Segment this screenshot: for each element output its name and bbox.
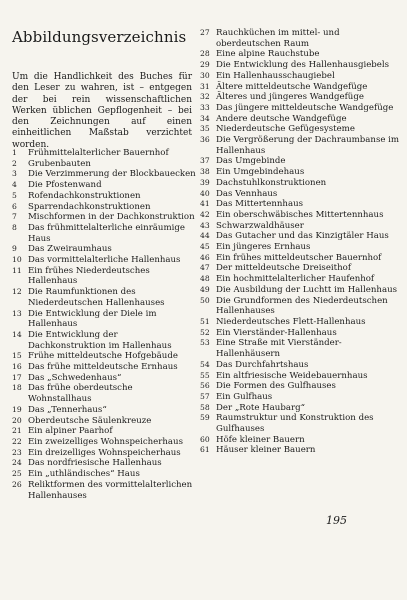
figure-entry	[12, 480, 196, 501]
figure-label: Ältere mitteldeutsche Wandgefüge	[216, 81, 368, 92]
figure-label: Ein Hallenhausschaugiebel	[216, 70, 335, 81]
figure-entry	[200, 263, 402, 274]
figure-entry	[12, 405, 196, 416]
figure-entry	[12, 351, 196, 362]
figure-number: 50	[200, 295, 210, 305]
figure-number: 30	[200, 70, 210, 80]
figure-entry	[12, 212, 196, 223]
figure-label: Oberdeutsche Säulenkreuze	[28, 415, 152, 426]
figure-number: 26	[12, 479, 22, 489]
figure-number: 39	[200, 177, 210, 187]
figure-number: 13	[12, 308, 22, 318]
figure-entry	[200, 392, 402, 403]
figure-number: 46	[200, 252, 210, 262]
figure-label: Das Gutacher und das Kinzigtäler Haus	[216, 231, 389, 242]
figure-number: 17	[12, 372, 22, 382]
figure-label: Höfe kleiner Bauern	[216, 434, 305, 445]
figure-entry	[200, 381, 402, 392]
figure-label: Raumstruktur und Konstruktion des Gulfhauses	[216, 413, 374, 435]
figure-entry	[12, 148, 196, 159]
figure-entry	[200, 231, 402, 242]
figure-label: Das vormittelalterliche Hallenhaus	[28, 255, 181, 266]
figure-entry	[12, 223, 196, 244]
figure-number: 45	[200, 242, 210, 252]
figure-label: Niederdeutsches Flett-Hallenhaus	[216, 316, 366, 327]
figure-entry	[200, 285, 402, 296]
figure-number: 44	[200, 231, 210, 241]
figure-number: 49	[200, 284, 210, 294]
figure-entry	[200, 445, 402, 456]
figure-entry	[200, 221, 402, 232]
figure-label: Das jüngere mitteldeutsche Wandgefüge	[216, 102, 394, 113]
figure-number: 3	[12, 169, 17, 179]
figure-label: Das frühe mitteldeutsche Ernhaus	[28, 362, 178, 373]
figure-label: Eine Straße mit Vierständer-Hallenhäusern	[216, 338, 342, 360]
figure-number: 57	[200, 391, 210, 401]
figure-entry	[12, 191, 196, 202]
figure-entry	[200, 156, 402, 167]
figure-number: 32	[200, 92, 210, 102]
figure-entry	[200, 124, 402, 135]
figure-entry	[12, 373, 196, 384]
figure-number: 7	[12, 212, 17, 222]
figure-label: Dachstuhlkonstruktionen	[216, 177, 327, 188]
figure-number: 33	[200, 102, 210, 112]
figure-label: Ein Vierständer-Hallenhaus	[216, 327, 337, 338]
figure-number: 48	[200, 274, 210, 284]
figure-label: Das Vennhaus	[216, 188, 278, 199]
figure-list-right	[200, 28, 402, 456]
figure-entry	[200, 178, 402, 189]
figure-number: 1	[12, 148, 17, 157]
figure-number: 25	[12, 469, 22, 479]
figure-number: 58	[200, 402, 210, 412]
figure-number: 18	[12, 383, 22, 393]
figure-label: Ein zweizelliges Wohnspeicherhaus	[28, 436, 183, 447]
figure-number: 52	[200, 327, 210, 337]
figure-label: Das „Tennerhaus“	[28, 404, 107, 415]
figure-label: Die Entwicklung der Dachkonstruktion im Hallenhaus	[28, 329, 172, 351]
figure-entry	[200, 317, 402, 328]
figure-entry	[200, 71, 402, 82]
figure-number: 53	[200, 338, 210, 348]
figure-label: Die Formen des Gulfhauses	[216, 381, 336, 392]
figure-entry	[12, 383, 196, 404]
figure-entry	[200, 189, 402, 200]
figure-entry	[200, 413, 402, 434]
figure-entry	[12, 202, 196, 213]
figure-number: 36	[200, 135, 210, 145]
figure-entry	[200, 82, 402, 93]
figure-number: 16	[12, 362, 22, 372]
figure-entry	[12, 330, 196, 351]
figure-entry	[200, 360, 402, 371]
figure-label: Mischformen in der Dachkonstruktion	[28, 212, 195, 223]
figure-entry	[200, 28, 402, 49]
figure-label: Das nordfriesische Hallenhaus	[28, 458, 162, 469]
figure-label: Häuser kleiner Bauern	[216, 445, 316, 456]
figure-label: Schwarzwaldhäuser	[216, 220, 304, 231]
page-number: 195	[326, 514, 347, 527]
figure-label: Ein alpiner Paarhof	[28, 426, 113, 437]
figure-label: Rauchküchen im mittel- und oberdeutschen Raum	[216, 28, 340, 49]
figure-entry	[12, 244, 196, 255]
figure-number: 43	[200, 220, 210, 230]
figure-number: 35	[200, 124, 210, 134]
figure-entry	[200, 167, 402, 178]
figure-label: Ein frühes Niederdeutsches Hallenhaus	[28, 265, 150, 287]
figure-entry	[200, 296, 402, 317]
figure-label: Das frühmittelalterliche einräumige Haus	[28, 222, 185, 244]
figure-number: 41	[200, 199, 210, 209]
figure-number: 10	[12, 255, 22, 265]
figure-label: Das Durchfahrtshaus	[216, 359, 309, 370]
figure-entry	[200, 253, 402, 264]
figure-entry	[200, 338, 402, 359]
figure-entry	[200, 103, 402, 114]
figure-entry	[12, 287, 196, 308]
figure-number: 11	[12, 265, 22, 275]
figure-label: Ein jüngeres Ernhaus	[216, 242, 311, 253]
figure-number: 34	[200, 113, 210, 123]
figure-entry	[200, 371, 402, 382]
figure-label: Das Zweiraumhaus	[28, 244, 112, 255]
figure-label: Niederdeutsche Gefügesysteme	[216, 124, 355, 135]
figure-entry	[200, 210, 402, 221]
figure-number: 23	[12, 447, 22, 457]
figure-label: Frühe mitteldeutsche Hofgebäude	[28, 351, 178, 362]
figure-label: Eine alpine Rauchstube	[216, 49, 320, 60]
figure-number: 9	[12, 244, 17, 254]
figure-entry	[12, 266, 196, 287]
figure-entry	[200, 60, 402, 71]
figure-label: Das frühe oberdeutsche Wohnstallhaus	[28, 383, 133, 405]
figure-label: Andere deutsche Wandgefüge	[216, 113, 347, 124]
figure-entry	[12, 255, 196, 266]
figure-number: 51	[200, 316, 210, 326]
figure-label: Ein frühes mitteldeutscher Bauernhof	[216, 252, 382, 263]
figure-entry	[200, 274, 402, 285]
figure-label: Sparrendachkonstruktionen	[28, 201, 151, 212]
figure-label: Das Mittertennhaus	[216, 199, 304, 210]
figure-number: 61	[200, 445, 210, 455]
figure-number: 15	[12, 351, 22, 361]
figure-entry	[200, 242, 402, 253]
figure-entry	[12, 448, 196, 459]
figure-label: Die Entwicklung des Hallenhausgiebels	[216, 60, 390, 71]
figure-label: Ein Umgebindehaus	[216, 167, 305, 178]
figure-label: Die Vergrößerung der Dachraumbanse im Hallenhaus	[216, 135, 400, 156]
figure-label: Der „Rote Haubarg“	[216, 402, 305, 413]
figure-entry	[12, 437, 196, 448]
figure-label: Der mitteldeutsche Dreiseithof	[216, 263, 352, 274]
figure-label: Ein altfriesische Weidebauernhaus	[216, 370, 368, 381]
figure-number: 20	[12, 415, 22, 425]
figure-number: 40	[200, 188, 210, 198]
figure-number: 29	[200, 60, 210, 70]
figure-label: Ein Gulfhaus	[216, 391, 273, 402]
figure-label: Ein oberschwäbisches Mittertennhaus	[216, 209, 384, 220]
figure-label: Ein hochmittelalterlicher Haufenhof	[216, 274, 375, 285]
figure-number: 60	[200, 434, 210, 444]
figure-number: 2	[12, 158, 17, 168]
figure-label: Das Umgebinde	[216, 156, 286, 167]
figure-label: Die Ausbildung der Luchtt im Hallenhaus	[216, 284, 398, 295]
figure-number: 27	[200, 28, 210, 37]
figure-entry	[12, 362, 196, 373]
figure-entry	[12, 469, 196, 480]
figure-entry	[200, 92, 402, 103]
figure-number: 6	[12, 201, 17, 211]
figure-number: 31	[200, 81, 210, 91]
figure-entry	[12, 169, 196, 180]
figure-label: Die Pfostenwand	[28, 180, 102, 191]
figure-number: 4	[12, 180, 17, 190]
figure-label: Die Grundformen des Niederdeutschen Hallenhauses	[216, 295, 388, 317]
figure-number: 38	[200, 167, 210, 177]
figure-label: Die Entwicklung der Diele im Hallenhaus	[28, 308, 157, 330]
figure-number: 54	[200, 359, 210, 369]
figure-label: Die Verzimmerung der Blockbauecken	[28, 169, 196, 180]
figure-entry	[200, 435, 402, 446]
figure-number: 5	[12, 190, 17, 200]
figure-entry	[200, 135, 402, 156]
figure-list-left	[12, 148, 196, 501]
figure-label: Das „Schwedenhaus“	[28, 372, 122, 383]
figure-entry	[12, 309, 196, 330]
figure-label: Die Raumfunktionen des Niederdeutschen Hallenhauses	[28, 287, 165, 308]
figure-number: 22	[12, 436, 22, 446]
figure-entry	[200, 49, 402, 60]
figure-entry	[12, 180, 196, 191]
figure-number: 37	[200, 156, 210, 166]
figure-number: 8	[12, 222, 17, 232]
page-title: Abbildungsverzeichnis	[12, 28, 187, 46]
figure-entry	[12, 458, 196, 469]
figure-number: 55	[200, 370, 210, 380]
figure-number: 56	[200, 381, 210, 391]
figure-label: Ein dreizelliges Wohnspeicherhaus	[28, 447, 181, 458]
figure-label: Ein „uthländisches“ Haus	[28, 469, 140, 480]
figure-label: Frühmittelalterlicher Bauernhof	[28, 148, 169, 158]
figure-number: 14	[12, 329, 22, 339]
figure-label: Rofendachkonstruktionen	[28, 190, 141, 201]
figure-number: 47	[200, 263, 210, 273]
figure-number: 12	[12, 287, 22, 297]
figure-entry	[12, 426, 196, 437]
figure-number: 42	[200, 209, 210, 219]
figure-entry	[12, 416, 196, 427]
figure-number: 59	[200, 413, 210, 423]
intro-paragraph: Um die Handlichkeit des Buches für den Leser zu wahren, ist – entgegen der bei rein wissenschaftlichen Werken üblichen Gepflogenheit – bei den Zeichnungen auf einen einheitlichen Maßstab verzichtet worden.	[12, 72, 192, 150]
figure-label: Reliktformen des vormittelalterlichen Hallenhauses	[28, 479, 193, 501]
figure-entry	[200, 403, 402, 414]
figure-entry	[200, 199, 402, 210]
figure-number: 19	[12, 404, 22, 414]
figure-number: 24	[12, 458, 22, 468]
figure-entry	[200, 114, 402, 125]
figure-entry	[12, 159, 196, 170]
figure-label: Grubenbauten	[28, 158, 91, 169]
figure-label: Älteres und jüngeres Wandgefüge	[216, 92, 364, 103]
figure-number: 28	[200, 49, 210, 59]
figure-entry	[200, 328, 402, 339]
figure-number: 21	[12, 426, 22, 436]
